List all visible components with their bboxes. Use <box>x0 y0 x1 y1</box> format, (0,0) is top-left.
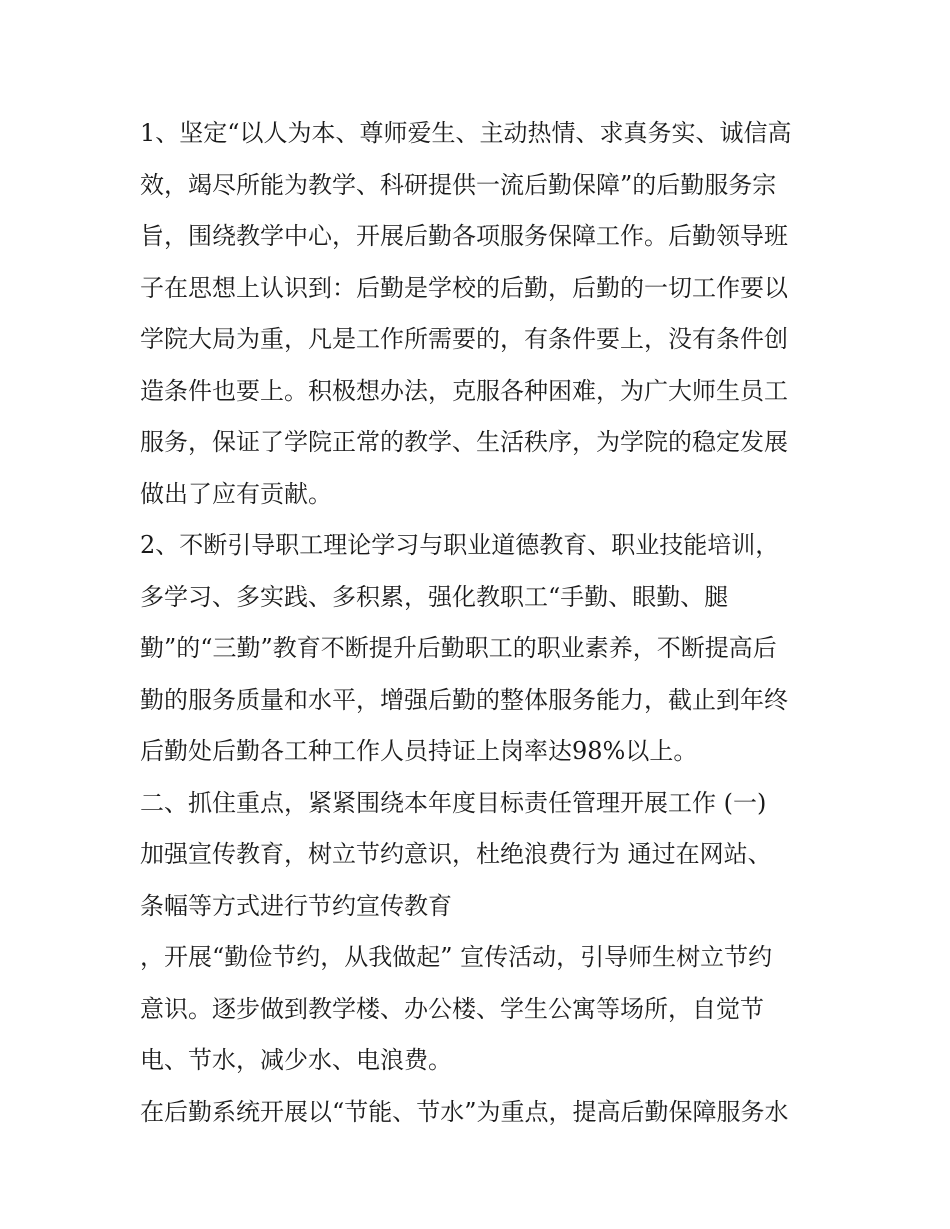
text-line: 服务，保证了学院正常的教学、生活秩序，为学院的稳定发展 <box>140 428 788 456</box>
text-line: 学院大局为重，凡是工作所需要的，有条件要上，没有条件创 <box>140 325 788 353</box>
text-line: 做出了应有贡献。 <box>140 479 332 508</box>
text-line: ，开展“勤俭节约，从我做起” 宣传活动，引导师生树立节约 <box>140 943 773 971</box>
text-line: 意识。逐步做到教学楼、办公楼、学生公寓等场所，自觉节 <box>140 994 764 1023</box>
text-line: 勤的服务质量和水平，增强后勤的整体服务能力，截止到年终 <box>140 685 788 714</box>
text-line: 二、抓住重点，紧紧围绕本年度目标责任管理开展工作 (一) <box>140 788 767 817</box>
text-line: 1、坚定“以人为本、尊师爱生、主动热情、求真务实、诚信高 <box>140 119 792 147</box>
text-line: 条幅等方式进行节约宣传教育 <box>140 891 452 920</box>
text-line: 2、不断引导职工理论学习与职业道德教育、职业技能培训， <box>140 531 780 559</box>
document-body <box>140 108 820 1138</box>
text-line: 子在思想上认识到：后勤是学校的后勤，后勤的一切工作要以 <box>140 273 788 302</box>
text-line: 效，竭尽所能为教学、科研提供一流后勤保障”的后勤服务宗 <box>140 170 777 199</box>
text-line: 加强宣传教育，树立节约意识，杜绝浪费行为 通过在网站、 <box>140 840 772 868</box>
text-line: 电、节水，减少水、电浪费。 <box>140 1046 452 1074</box>
text-line: 旨，围绕教学中心，开展后勤各项服务保障工作。后勤领导班 <box>140 222 788 250</box>
text-line: 多学习、多实践、多积累，强化教职工“手勤、眼勤、腿 <box>140 582 729 611</box>
text-line: 在后勤系统开展以“节能、节水”为重点，提高后勤保障服务水 <box>140 1097 789 1126</box>
text-line: 后勤处后勤各工种工作人员持证上岗率达98%以上。 <box>140 737 698 765</box>
text-line: 造条件也要上。积极想办法，克服各种困难，为广大师生员工 <box>140 376 788 405</box>
text-line: 勤”的“三勤”教育不断提升后勤职工的职业素养，不断提高后 <box>140 634 777 662</box>
